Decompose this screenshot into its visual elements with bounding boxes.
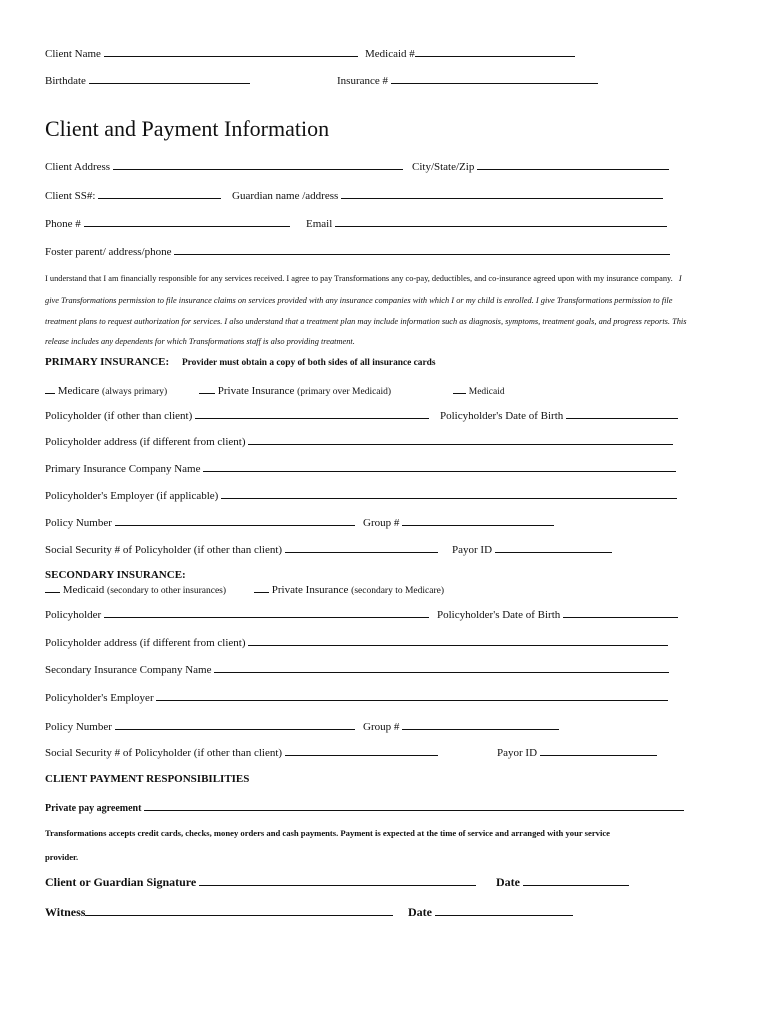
secondary-payor-label: Payor ID [497, 747, 538, 759]
city-state-zip-field[interactable] [477, 160, 669, 170]
primary-dob-label: Policyholder's Date of Birth [440, 410, 564, 422]
secondary-policyholder-row [45, 608, 429, 622]
primary-private-label: Private Insurance [217, 385, 295, 397]
primary-address-field[interactable] [248, 435, 673, 445]
guardian-field[interactable] [341, 189, 663, 199]
primary-opt-medicaid [453, 384, 505, 399]
email-field[interactable] [335, 217, 667, 227]
client-address-row [45, 160, 403, 174]
primary-medicaid-checkbox[interactable] [453, 384, 466, 394]
signature-date-field[interactable] [523, 875, 629, 886]
secondary-address-field[interactable] [248, 636, 668, 646]
primary-group-field[interactable] [402, 516, 554, 526]
secondary-policyholder-label: Policyholder [45, 609, 102, 621]
primary-policy-number-row [45, 516, 355, 530]
secondary-employer-label: Policyholder's Employer [45, 692, 154, 704]
private-pay-row [45, 801, 684, 815]
client-name-row [45, 47, 358, 61]
client-ssn-row [45, 189, 221, 203]
primary-address-row [45, 435, 673, 449]
secondary-employer-field[interactable] [156, 691, 668, 701]
primary-dob-row [440, 409, 678, 423]
secondary-private-label: Private Insurance [271, 584, 349, 596]
consent-line-2: give Transformations permission to file insurance claims on services provided with any insurance companies with which I or my child is enrolled. I give Transformations permission to file [45, 296, 673, 305]
secondary-medicaid-checkbox[interactable] [45, 583, 60, 593]
secondary-policy-number-field[interactable] [115, 720, 355, 730]
client-name-field[interactable] [104, 47, 358, 57]
insurance-row [337, 74, 598, 88]
secondary-company-row [45, 663, 669, 677]
client-address-field[interactable] [113, 160, 403, 170]
birthdate-label: Birthdate [45, 75, 86, 87]
secondary-payor-field[interactable] [540, 746, 657, 756]
secondary-address-row [45, 636, 668, 650]
consent-line-1b: I [678, 274, 682, 283]
primary-group-label: Group # [363, 517, 400, 529]
witness-label: Witness [45, 905, 86, 919]
foster-label: Foster parent/ address/phone [45, 246, 172, 258]
primary-private-note: (primary over Medicaid) [297, 387, 392, 397]
client-name-label: Client Name [45, 48, 101, 60]
primary-note: Provider must obtain a copy of both sides of all insurance cards [181, 358, 436, 368]
payment-note-line-1: Transformations accepts credit cards, checks, money orders and cash payments. Payment is expected at the time of service and arranged with your service [45, 828, 610, 838]
secondary-ssn-row [45, 746, 438, 760]
primary-medicare-checkbox[interactable] [45, 384, 55, 394]
insurance-field[interactable] [391, 74, 598, 84]
primary-employer-field[interactable] [221, 489, 677, 499]
primary-address-label: Policyholder address (if different from client) [45, 436, 246, 448]
primary-policyholder-field[interactable] [195, 409, 429, 419]
primary-medicare-note: (always primary) [102, 387, 168, 397]
secondary-private-note: (secondary to Medicare) [351, 586, 445, 596]
page-title: Client and Payment Information [45, 116, 330, 141]
insurance-label: Insurance # [337, 75, 389, 87]
secondary-dob-row [437, 608, 678, 622]
primary-dob-field[interactable] [566, 409, 678, 419]
consent-line-1 [45, 272, 682, 285]
witness-row [45, 905, 393, 919]
secondary-company-label: Secondary Insurance Company Name [45, 664, 212, 676]
primary-policy-number-label: Policy Number [45, 517, 112, 529]
payment-heading: CLIENT PAYMENT RESPONSIBILITIES [45, 773, 250, 785]
secondary-opt-medicaid [45, 583, 226, 598]
medicaid-row [365, 47, 575, 61]
secondary-policyholder-field[interactable] [104, 608, 429, 618]
foster-row [45, 245, 670, 259]
secondary-ssn-field[interactable] [285, 746, 438, 756]
primary-company-row [45, 462, 676, 476]
primary-ssn-row [45, 543, 438, 557]
guardian-label: Guardian name /address [232, 190, 339, 202]
email-label: Email [306, 218, 333, 230]
primary-payor-field[interactable] [495, 543, 612, 553]
secondary-employer-row [45, 691, 668, 705]
consent-line-3: treatment plans to request authorization for services. I also understand that a treatment plan may include information such as diagnosis, symptoms, treatment goals, and progress reports. This [45, 317, 687, 326]
primary-employer-row [45, 489, 677, 503]
witness-field[interactable] [85, 905, 393, 916]
medicaid-field[interactable] [415, 47, 575, 57]
phone-field[interactable] [84, 217, 290, 227]
primary-company-label: Primary Insurance Company Name [45, 463, 201, 475]
primary-heading-row [45, 356, 436, 370]
client-ssn-field[interactable] [98, 189, 221, 199]
primary-medicaid-label: Medicaid [468, 387, 505, 397]
client-ssn-label: Client SS#: [45, 190, 96, 202]
secondary-company-field[interactable] [214, 663, 669, 673]
primary-payor-label: Payor ID [452, 544, 493, 556]
medicaid-label: Medicaid # [365, 48, 415, 60]
primary-private-checkbox[interactable] [199, 384, 215, 394]
witness-date-row [408, 905, 573, 919]
birthdate-field[interactable] [89, 74, 250, 84]
phone-row [45, 217, 290, 231]
secondary-address-label: Policyholder address (if different from client) [45, 637, 246, 649]
guardian-row [232, 189, 663, 203]
secondary-group-field[interactable] [402, 720, 559, 730]
signature-date-row [496, 875, 629, 889]
private-pay-field[interactable] [144, 801, 684, 811]
secondary-policy-number-row [45, 720, 355, 734]
client-address-label: Client Address [45, 161, 111, 173]
email-row [306, 217, 667, 231]
secondary-private-checkbox[interactable] [254, 583, 269, 593]
primary-policy-number-field[interactable] [115, 516, 355, 526]
city-state-zip-row [412, 160, 669, 174]
city-state-zip-label: City/State/Zip [412, 161, 475, 173]
primary-ssn-label: Social Security # of Policyholder (if other than client) [45, 544, 283, 556]
birthdate-row [45, 74, 250, 88]
primary-opt-medicare [45, 384, 167, 399]
secondary-medicaid-note: (secondary to other insurances) [107, 586, 227, 596]
primary-company-field[interactable] [203, 462, 676, 472]
secondary-ssn-label: Social Security # of Policyholder (if other than client) [45, 747, 283, 759]
primary-policyholder-row [45, 409, 429, 423]
primary-ssn-field[interactable] [285, 543, 438, 553]
secondary-dob-field[interactable] [563, 608, 678, 618]
secondary-opt-private [254, 583, 444, 598]
secondary-payor-row [497, 746, 657, 760]
consent-line-1a: I understand that I am financially responsible for any services received. I agree to pay Transformations any co-pay, deductibles, and co-insurance agreed upon with my insurance company. [45, 274, 673, 283]
primary-employer-label: Policyholder's Employer (if applicable) [45, 490, 219, 502]
foster-field[interactable] [174, 245, 670, 255]
secondary-group-label: Group # [363, 721, 400, 733]
primary-policyholder-label: Policyholder (if other than client) [45, 410, 193, 422]
secondary-dob-label: Policyholder's Date of Birth [437, 609, 561, 621]
signature-field[interactable] [199, 875, 476, 886]
payment-note-line-2: provider. [45, 852, 79, 862]
phone-label: Phone # [45, 218, 81, 230]
primary-payor-row [452, 543, 612, 557]
primary-opt-private [199, 384, 391, 399]
private-pay-label: Private pay agreement [45, 803, 142, 814]
witness-date-field[interactable] [435, 905, 573, 916]
secondary-heading: SECONDARY INSURANCE: [45, 569, 186, 581]
signature-row [45, 875, 476, 889]
consent-line-4: release includes any dependents for which Transformations staff is also providing treatment. [45, 337, 355, 346]
signature-date-label: Date [496, 875, 520, 889]
primary-group-row [363, 516, 554, 530]
primary-medicare-label: Medicare [57, 385, 100, 397]
witness-date-label: Date [408, 905, 432, 919]
secondary-policy-number-label: Policy Number [45, 721, 112, 733]
primary-heading: PRIMARY INSURANCE: [45, 356, 170, 368]
signature-label: Client or Guardian Signature [45, 875, 197, 889]
secondary-medicaid-label: Medicaid [62, 584, 105, 596]
secondary-group-row [363, 720, 559, 734]
